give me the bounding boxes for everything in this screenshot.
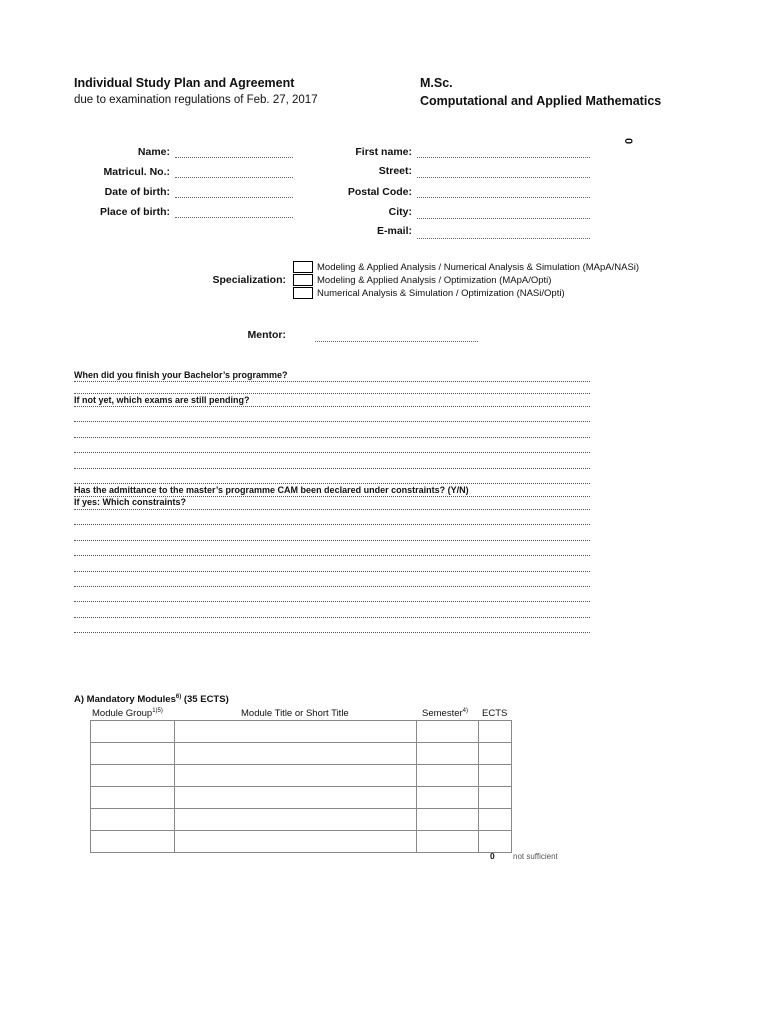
document-subtitle: due to examination regulations of Feb. 27, 2017 xyxy=(74,94,318,106)
mentor-field[interactable] xyxy=(315,341,478,342)
question-bachelor-finish: When did you finish your Bachelor’s programme? xyxy=(74,370,288,380)
answer-line[interactable] xyxy=(74,540,590,541)
ects-cell[interactable] xyxy=(479,831,512,853)
semester-cell[interactable] xyxy=(417,809,479,831)
ects-status: not sufficient xyxy=(513,852,558,861)
document-title: Individual Study Plan and Agreement xyxy=(74,76,295,90)
answer-line[interactable] xyxy=(74,421,590,422)
program-name: Computational and Applied Mathematics xyxy=(420,94,662,108)
module-group-cell[interactable] xyxy=(91,809,175,831)
ects-total: 0 xyxy=(490,851,495,861)
col-semester-text: Semester xyxy=(422,708,463,720)
answer-line[interactable] xyxy=(74,468,590,469)
specialization-option-nasi-opti: Numerical Analysis & Simulation / Optimization (NASi/Opti) xyxy=(317,288,565,299)
module-group-cell[interactable] xyxy=(91,743,175,765)
answer-line[interactable] xyxy=(74,509,590,510)
answer-line[interactable] xyxy=(74,571,590,572)
specialization-option-mapa-nasi: Modeling & Applied Analysis / Numerical Analysis & Simulation (MApA/NASi) xyxy=(317,262,640,273)
table-row xyxy=(91,721,512,743)
street-field[interactable] xyxy=(417,177,590,178)
place-of-birth-field[interactable] xyxy=(175,217,293,218)
table-row xyxy=(91,787,512,809)
ects-cell[interactable] xyxy=(479,765,512,787)
answer-line[interactable] xyxy=(74,452,590,453)
city-label: City: xyxy=(388,206,412,218)
answer-line[interactable] xyxy=(74,617,590,618)
col-module-title: Module Title or Short Title xyxy=(241,708,349,719)
postal-code-label: Postal Code: xyxy=(347,186,412,198)
email-field[interactable] xyxy=(417,238,590,239)
mandatory-modules-heading xyxy=(74,694,229,705)
module-title-cell[interactable] xyxy=(175,743,417,765)
mandatory-heading-footnote: 6) xyxy=(175,694,182,700)
module-title-cell[interactable] xyxy=(175,765,417,787)
answer-line[interactable] xyxy=(74,381,590,382)
answer-line[interactable] xyxy=(74,586,590,587)
answer-line[interactable] xyxy=(74,601,590,602)
table-row xyxy=(91,765,512,787)
ects-cell[interactable] xyxy=(479,721,512,743)
module-group-cell[interactable] xyxy=(91,721,175,743)
first-name-field[interactable] xyxy=(417,157,590,158)
matricul-no-label: Matricul. No.: xyxy=(103,166,170,178)
specialization-option-mapa-opti: Modeling & Applied Analysis / Optimization (MApA/Opti) xyxy=(317,275,552,286)
mandatory-heading-ects: (35 ECTS) xyxy=(181,694,229,706)
col-module-group-footnote: 1)5) xyxy=(152,708,163,714)
date-of-birth-label: Date of birth: xyxy=(104,186,170,198)
specialization-label: Specialization: xyxy=(212,274,286,286)
col-semester xyxy=(422,708,468,719)
table-row xyxy=(91,743,512,765)
answer-line[interactable] xyxy=(74,524,590,525)
col-ects: ECTS xyxy=(482,708,508,719)
degree-label: M.Sc. xyxy=(420,76,453,90)
module-group-cell[interactable] xyxy=(91,787,175,809)
module-title-cell[interactable] xyxy=(175,787,417,809)
semester-cell[interactable] xyxy=(417,765,479,787)
first-name-label: First name: xyxy=(355,146,412,158)
module-title-cell[interactable] xyxy=(175,721,417,743)
answer-line[interactable] xyxy=(74,437,590,438)
ects-cell[interactable] xyxy=(479,743,512,765)
semester-cell[interactable] xyxy=(417,787,479,809)
answer-line[interactable] xyxy=(74,483,590,484)
ects-cell[interactable] xyxy=(479,787,512,809)
street-label: Street: xyxy=(378,165,412,177)
specialization-checkbox-mapa-nasi[interactable] xyxy=(293,261,313,273)
answer-line[interactable] xyxy=(74,393,590,394)
mandatory-modules-table xyxy=(90,720,512,853)
table-row xyxy=(91,831,512,853)
col-module-group xyxy=(92,708,163,719)
question-admittance-constraints: Has the admittance to the master’s programme CAM been declared under constraints? (Y/N) xyxy=(74,485,469,495)
place-of-birth-label: Place of birth: xyxy=(99,206,170,218)
module-group-cell[interactable] xyxy=(91,831,175,853)
semester-cell[interactable] xyxy=(417,831,479,853)
col-module-group-text: Module Group xyxy=(92,708,153,720)
answer-line[interactable] xyxy=(74,555,590,556)
semester-cell[interactable] xyxy=(417,743,479,765)
email-label: E-mail: xyxy=(376,225,412,237)
answer-line[interactable] xyxy=(74,632,590,633)
mandatory-heading-text: A) Mandatory Modules xyxy=(74,694,176,706)
matricul-no-field[interactable] xyxy=(175,177,293,178)
name-field[interactable] xyxy=(175,157,293,158)
col-semester-footnote: 4) xyxy=(462,708,468,714)
module-group-cell[interactable] xyxy=(91,765,175,787)
specialization-checkbox-mapa-opti[interactable] xyxy=(293,274,313,286)
ects-cell[interactable] xyxy=(479,809,512,831)
answer-line[interactable] xyxy=(74,406,590,407)
mentor-label: Mentor: xyxy=(247,329,286,341)
corner-value: 0 xyxy=(622,138,634,145)
name-label: Name: xyxy=(137,146,170,158)
question-pending-exams: If not yet, which exams are still pending? xyxy=(74,395,250,405)
date-of-birth-field[interactable] xyxy=(175,197,293,198)
question-which-constraints: If yes: Which constraints? xyxy=(74,497,187,507)
specialization-checkbox-nasi-opti[interactable] xyxy=(293,287,313,299)
city-field[interactable] xyxy=(417,218,590,219)
semester-cell[interactable] xyxy=(417,721,479,743)
module-title-cell[interactable] xyxy=(175,831,417,853)
table-row xyxy=(91,809,512,831)
postal-code-field[interactable] xyxy=(417,197,590,198)
module-title-cell[interactable] xyxy=(175,809,417,831)
